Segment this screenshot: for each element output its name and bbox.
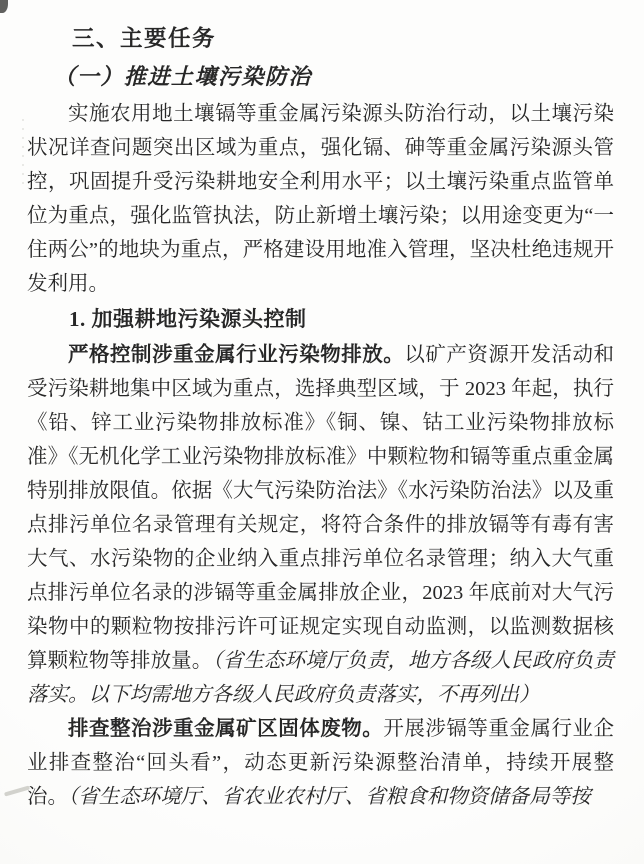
paragraph-intro: 实施农用地土壤镉等重金属污染源头防治行动，以土壤污染状况详查问题突出区域为重点，强化镉、砷等重金属污染源头管控，巩固提升受污染耕地安全利用水平；以土壤污染重点监管单位为重点，强化监管执法，防止新增土壤污染；以用途变更为“一住两公”的地块为重点，严格建设用地准入管理，坚决杜绝违规开发利用。 [27, 103, 614, 295]
item-heading-1: 1. 加强耕地污染源头控制 [69, 307, 307, 331]
paragraph-solid-waste [27, 712, 614, 814]
paragraph-emission-control [27, 338, 614, 712]
scan-artifact-specks [22, 112, 24, 186]
paragraph-solid-waste-text: 开展涉镉等重金属行业企业排查整治“回头看”，动态更新污染源整治清单，持续开展整治。 [27, 718, 615, 808]
section-heading: 三、主要任务 [72, 26, 217, 51]
paragraph-emission-control-text: 以矿产资源开发活动和受污染耕地集中区域为重点，选择典型区域，于 2023 年起，执行《铅、锌工业污染物排放标准》《铜、镍、钴工业污染物排放标准》《无机化学工业污染物排放标准》中颗粒物和镉等重点重金属特别排放限值。依据《大气污染防治法》《水污染防治法》以及重点排污单位名录管理有关规定，将符合条件的排放镉等有毒有害大气、水污染物的企业纳入重点排污单位名录管理；纳入大气重点排污单位名录的涉镉等重金属排放企业，2023 年底前对大气污染物中的颗粒物按排污许可证规定实现自动监测，以监测数据核算颗粒物等排放量。 [27, 344, 615, 672]
paragraph-solid-waste-lead: 排查整治涉重金属矿区固体废物。 [68, 718, 384, 740]
paragraph-emission-control-responsibility-note: （省生态环境厅负责，地方各级人民政府负责落实。以下均需地方各级人民政府负责落实，不再列出） [27, 650, 615, 706]
subsection-heading: （一）推进土壤污染防治 [53, 64, 312, 89]
scan-artifact-corner [0, 0, 8, 13]
paragraph-emission-control-lead: 严格控制涉重金属行业污染物排放。 [68, 344, 405, 366]
paragraph-solid-waste-responsibility-note: （省生态环境厅、省农业农村厅、省粮食和物资储备局等按 [68, 786, 591, 808]
